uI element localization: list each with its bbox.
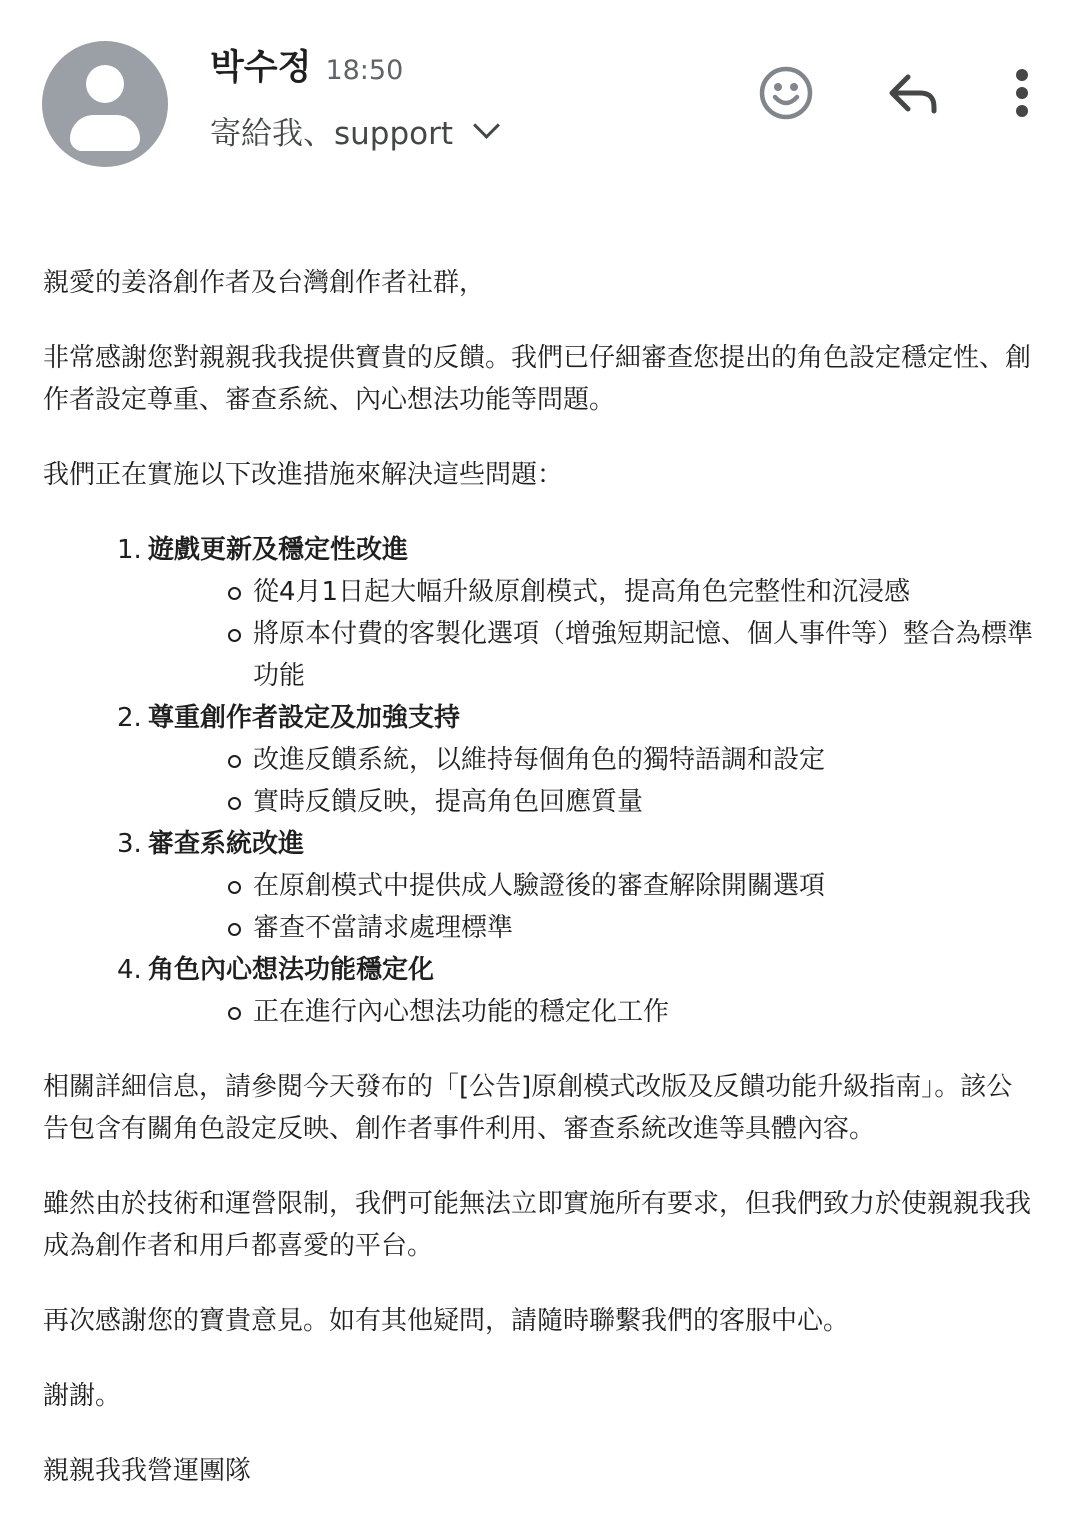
list-item-title: 尊重創作者設定及加強支持 — [148, 703, 461, 733]
avatar-body — [70, 115, 140, 151]
list-number: 2. — [117, 703, 142, 733]
list-item — [43, 949, 1038, 1033]
sub-list-item — [148, 781, 1038, 823]
sub-list-item — [148, 571, 1038, 613]
email-body — [43, 262, 1038, 1525]
improvement-list — [43, 529, 1038, 1033]
sub-list-text: 在原創模式中提供成人驗證後的審查解除開關選項 — [253, 871, 826, 901]
sub-list-item — [148, 865, 1038, 907]
sub-list-item — [148, 991, 1038, 1033]
hollow-bullet-icon — [228, 881, 241, 894]
list-item — [43, 529, 1038, 697]
closing-thanks: 謝謝。 — [43, 1381, 122, 1411]
hollow-bullet-icon — [228, 629, 241, 642]
sub-list — [148, 865, 1038, 949]
list-item-title: 審查系統改進 — [148, 829, 305, 859]
sent-time: 18:50 — [325, 55, 404, 86]
list-item-title: 遊戲更新及穩定性改進 — [148, 535, 409, 565]
paragraph-4: 雖然由於技術和運營限制，我們可能無法立即實施所有要求，但我們致力於使親親我我成為創作者和用戶都喜愛的平台。 — [43, 1189, 1032, 1261]
list-number: 1. — [117, 535, 142, 565]
more-vert-icon[interactable] — [1002, 63, 1042, 123]
person-avatar-icon[interactable] — [42, 41, 168, 167]
sub-list-text: 將原本付費的客製化選項（增強短期記憶、個人事件等）整合為標準功能 — [253, 619, 1034, 691]
sub-list-text: 正在進行內心想法功能的穩定化工作 — [253, 997, 670, 1027]
list-item — [43, 823, 1038, 949]
smiley-face-icon[interactable] — [756, 63, 816, 123]
sub-list — [148, 571, 1038, 697]
hollow-bullet-icon — [228, 797, 241, 810]
sub-list-item — [148, 739, 1038, 781]
sub-list-item — [148, 907, 1038, 949]
sub-list-item — [148, 613, 1038, 697]
sub-list — [148, 991, 1038, 1033]
sub-list-text: 審查不當請求處理標準 — [253, 913, 514, 943]
signature: 親親我我營運團隊 — [43, 1456, 252, 1486]
list-number: 3. — [117, 829, 142, 859]
list-item-title: 角色內心想法功能穩定化 — [148, 955, 435, 985]
sub-list — [148, 739, 1038, 823]
hollow-bullet-icon — [228, 923, 241, 936]
paragraph-1: 非常感謝您對親親我我提供寶貴的反饋。我們已仔細審查您提出的角色設定穩定性、創作者設定尊重、審查系統、內心想法功能等問題。 — [43, 343, 1032, 415]
greeting: 親愛的姜洛創作者及台灣創作者社群， — [43, 268, 486, 298]
recipients-label: 寄給我、support — [210, 116, 454, 152]
paragraph-5: 再次感謝您的寶貴意見。如有其他疑問，請隨時聯繫我們的客服中心。 — [43, 1306, 850, 1336]
sender-line — [210, 40, 403, 90]
paragraph-3: 相關詳細信息，請參閱今天發布的「[公告]原創模式改版及反饋功能升級指南」。該公告包含有關角色設定反映、創作者事件利用、審查系統改進等具體內容。 — [43, 1072, 1013, 1144]
hollow-bullet-icon — [228, 755, 241, 768]
avatar-head — [86, 65, 124, 103]
list-number: 4. — [117, 955, 142, 985]
recipients-toggle[interactable] — [210, 108, 496, 153]
email-header — [0, 0, 1080, 200]
paragraph-2: 我們正在實施以下改進措施來解決這些問題： — [43, 460, 564, 490]
hollow-bullet-icon — [228, 587, 241, 600]
sub-list-text: 從4月1日起大幅升級原創模式，提高角色完整性和沉浸感 — [253, 577, 911, 607]
chevron-down-icon[interactable] — [473, 112, 500, 139]
sender-name[interactable]: 박수정 — [210, 48, 312, 88]
hollow-bullet-icon — [228, 1007, 241, 1020]
sub-list-text: 實時反饋反映，提高角色回應質量 — [253, 787, 644, 817]
list-item — [43, 697, 1038, 823]
reply-arrow-icon[interactable] — [880, 63, 944, 123]
sub-list-text: 改進反饋系統，以維持每個角色的獨特語調和設定 — [253, 745, 826, 775]
